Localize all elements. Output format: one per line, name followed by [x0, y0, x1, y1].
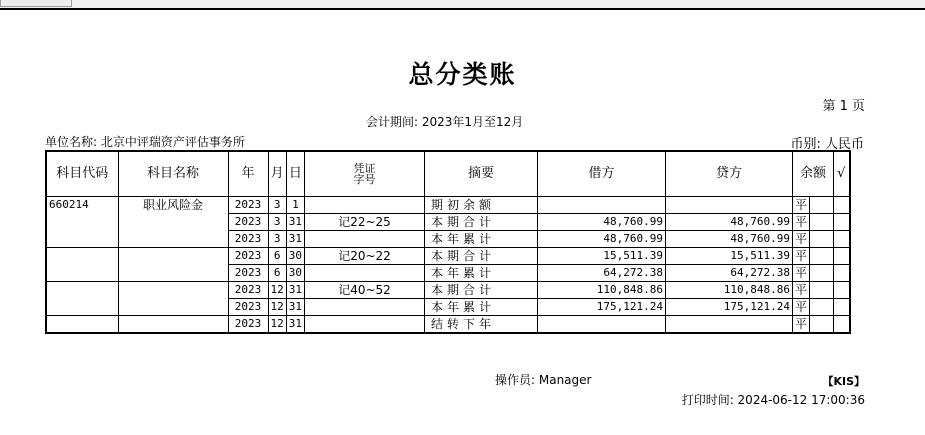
cell-balance [810, 316, 834, 334]
cell-voucher: 记20~22 [305, 248, 425, 265]
cell-name [118, 316, 228, 334]
cell-direction: 平 [793, 282, 810, 299]
cell-month: 3 [268, 197, 286, 214]
cell-code [46, 282, 118, 299]
cell-summary: 本年累计 [425, 299, 538, 316]
header-summary: 摘要 [425, 151, 538, 197]
cell-year: 2023 [228, 265, 268, 282]
cell-name [118, 231, 228, 248]
cell-day: 31 [286, 214, 304, 231]
cell-day: 31 [286, 282, 304, 299]
cell-check [834, 197, 850, 214]
header-balance: 余额 [793, 151, 834, 197]
cell-direction: 平 [793, 265, 810, 282]
cell-year: 2023 [228, 282, 268, 299]
window-toolbar-strip [0, 0, 925, 8]
operator-label: 操作员: Manager [495, 373, 592, 387]
table-row [46, 282, 850, 299]
cell-day: 30 [286, 248, 304, 265]
cell-summary: 本年累计 [425, 231, 538, 248]
cell-credit [666, 316, 793, 334]
cell-direction: 平 [793, 231, 810, 248]
table-row [46, 316, 850, 334]
table-row [46, 299, 850, 316]
cell-voucher [305, 231, 425, 248]
cell-year: 2023 [228, 299, 268, 316]
cell-voucher [305, 316, 425, 334]
cell-name [118, 265, 228, 282]
cell-year: 2023 [228, 231, 268, 248]
header-account-code: 科目代码 [46, 151, 118, 197]
cell-check [834, 231, 850, 248]
cell-code [46, 214, 118, 231]
print-time: 打印时间: 2024-06-12 17:00:36 [681, 393, 865, 407]
cell-summary: 本年累计 [425, 265, 538, 282]
cell-voucher [305, 265, 425, 282]
cell-code [46, 265, 118, 282]
cell-balance [810, 265, 834, 282]
cell-day: 1 [286, 197, 304, 214]
cell-credit: 48,760.99 [666, 214, 793, 231]
cell-debit: 15,511.39 [538, 248, 666, 265]
cell-year: 2023 [228, 316, 268, 334]
cell-name [118, 299, 228, 316]
cell-debit: 110,848.86 [538, 282, 666, 299]
cell-voucher [305, 197, 425, 214]
table-row [46, 197, 850, 214]
cell-code: 660214 [46, 197, 118, 214]
header-voucher-bottom: 字号 [353, 173, 376, 186]
cell-check [834, 265, 850, 282]
cell-balance [810, 214, 834, 231]
toolbar-button[interactable] [0, 0, 72, 7]
cell-name [118, 214, 228, 231]
cell-month: 6 [268, 265, 286, 282]
header-voucher-top: 凭证 [353, 162, 376, 175]
cell-direction: 平 [793, 197, 810, 214]
cell-voucher: 记40~52 [305, 282, 425, 299]
cell-year: 2023 [228, 197, 268, 214]
header-day: 日 [286, 151, 304, 197]
cell-summary: 本期合计 [425, 214, 538, 231]
cell-debit: 48,760.99 [538, 231, 666, 248]
cell-check [834, 299, 850, 316]
cell-name [118, 248, 228, 265]
cell-credit: 175,121.24 [666, 299, 793, 316]
unit-name: 单位名称: 北京中评瑞资产评估事务所 [45, 135, 245, 149]
cell-direction: 平 [793, 316, 810, 334]
header-year: 年 [228, 151, 268, 197]
cell-month: 3 [268, 231, 286, 248]
cell-balance [810, 197, 834, 214]
cell-voucher [305, 299, 425, 316]
cell-day: 31 [286, 316, 304, 334]
cell-direction: 平 [793, 248, 810, 265]
header-debit: 借方 [538, 151, 666, 197]
cell-month: 12 [268, 316, 286, 334]
cell-debit: 48,760.99 [538, 214, 666, 231]
table-row [46, 214, 850, 231]
header-voucher [305, 151, 425, 197]
table-row [46, 248, 850, 265]
brand-mark: 【KIS】 [822, 375, 865, 388]
cell-direction: 平 [793, 214, 810, 231]
header-credit: 贷方 [666, 151, 793, 197]
cell-code [46, 248, 118, 265]
table-row [46, 265, 850, 282]
cell-credit [666, 197, 793, 214]
table-row [46, 231, 850, 248]
cell-name: 职业风险金 [118, 197, 228, 214]
report-title: 总分类账 [408, 60, 517, 89]
cell-balance [810, 282, 834, 299]
cell-credit: 110,848.86 [666, 282, 793, 299]
cell-balance [810, 248, 834, 265]
cell-credit: 64,272.38 [666, 265, 793, 282]
cell-balance [810, 231, 834, 248]
cell-code [46, 231, 118, 248]
cell-summary: 结转下年 [425, 316, 538, 334]
ledger-table [45, 150, 851, 334]
header-month: 月 [268, 151, 286, 197]
toolbar-divider [0, 8, 925, 10]
cell-day: 31 [286, 299, 304, 316]
cell-debit [538, 316, 666, 334]
cell-credit: 15,511.39 [666, 248, 793, 265]
cell-code [46, 299, 118, 316]
cell-day: 30 [286, 265, 304, 282]
header-account-name: 科目名称 [118, 151, 228, 197]
cell-code [46, 316, 118, 334]
cell-check [834, 316, 850, 334]
cell-name [118, 282, 228, 299]
cell-direction: 平 [793, 299, 810, 316]
cell-year: 2023 [228, 248, 268, 265]
cell-check [834, 282, 850, 299]
cell-day: 31 [286, 231, 304, 248]
cell-summary: 期初余额 [425, 197, 538, 214]
cell-debit: 64,272.38 [538, 265, 666, 282]
cell-year: 2023 [228, 214, 268, 231]
cell-summary: 本期合计 [425, 248, 538, 265]
cell-check [834, 214, 850, 231]
cell-voucher: 记22~25 [305, 214, 425, 231]
header-check: √ [834, 151, 850, 197]
cell-debit: 175,121.24 [538, 299, 666, 316]
cell-check [834, 248, 850, 265]
cell-debit [538, 197, 666, 214]
ledger-header-row [46, 151, 850, 197]
currency-label: 币别: 人民币 [790, 137, 864, 152]
cell-month: 12 [268, 282, 286, 299]
cell-balance [810, 299, 834, 316]
cell-credit: 48,760.99 [666, 231, 793, 248]
accounting-period: 会计期间: 2023年1月至12月 [366, 115, 524, 129]
cell-month: 3 [268, 214, 286, 231]
cell-month: 6 [268, 248, 286, 265]
cell-month: 12 [268, 299, 286, 316]
page-number: 第 1 页 [822, 99, 865, 114]
cell-summary: 本期合计 [425, 282, 538, 299]
